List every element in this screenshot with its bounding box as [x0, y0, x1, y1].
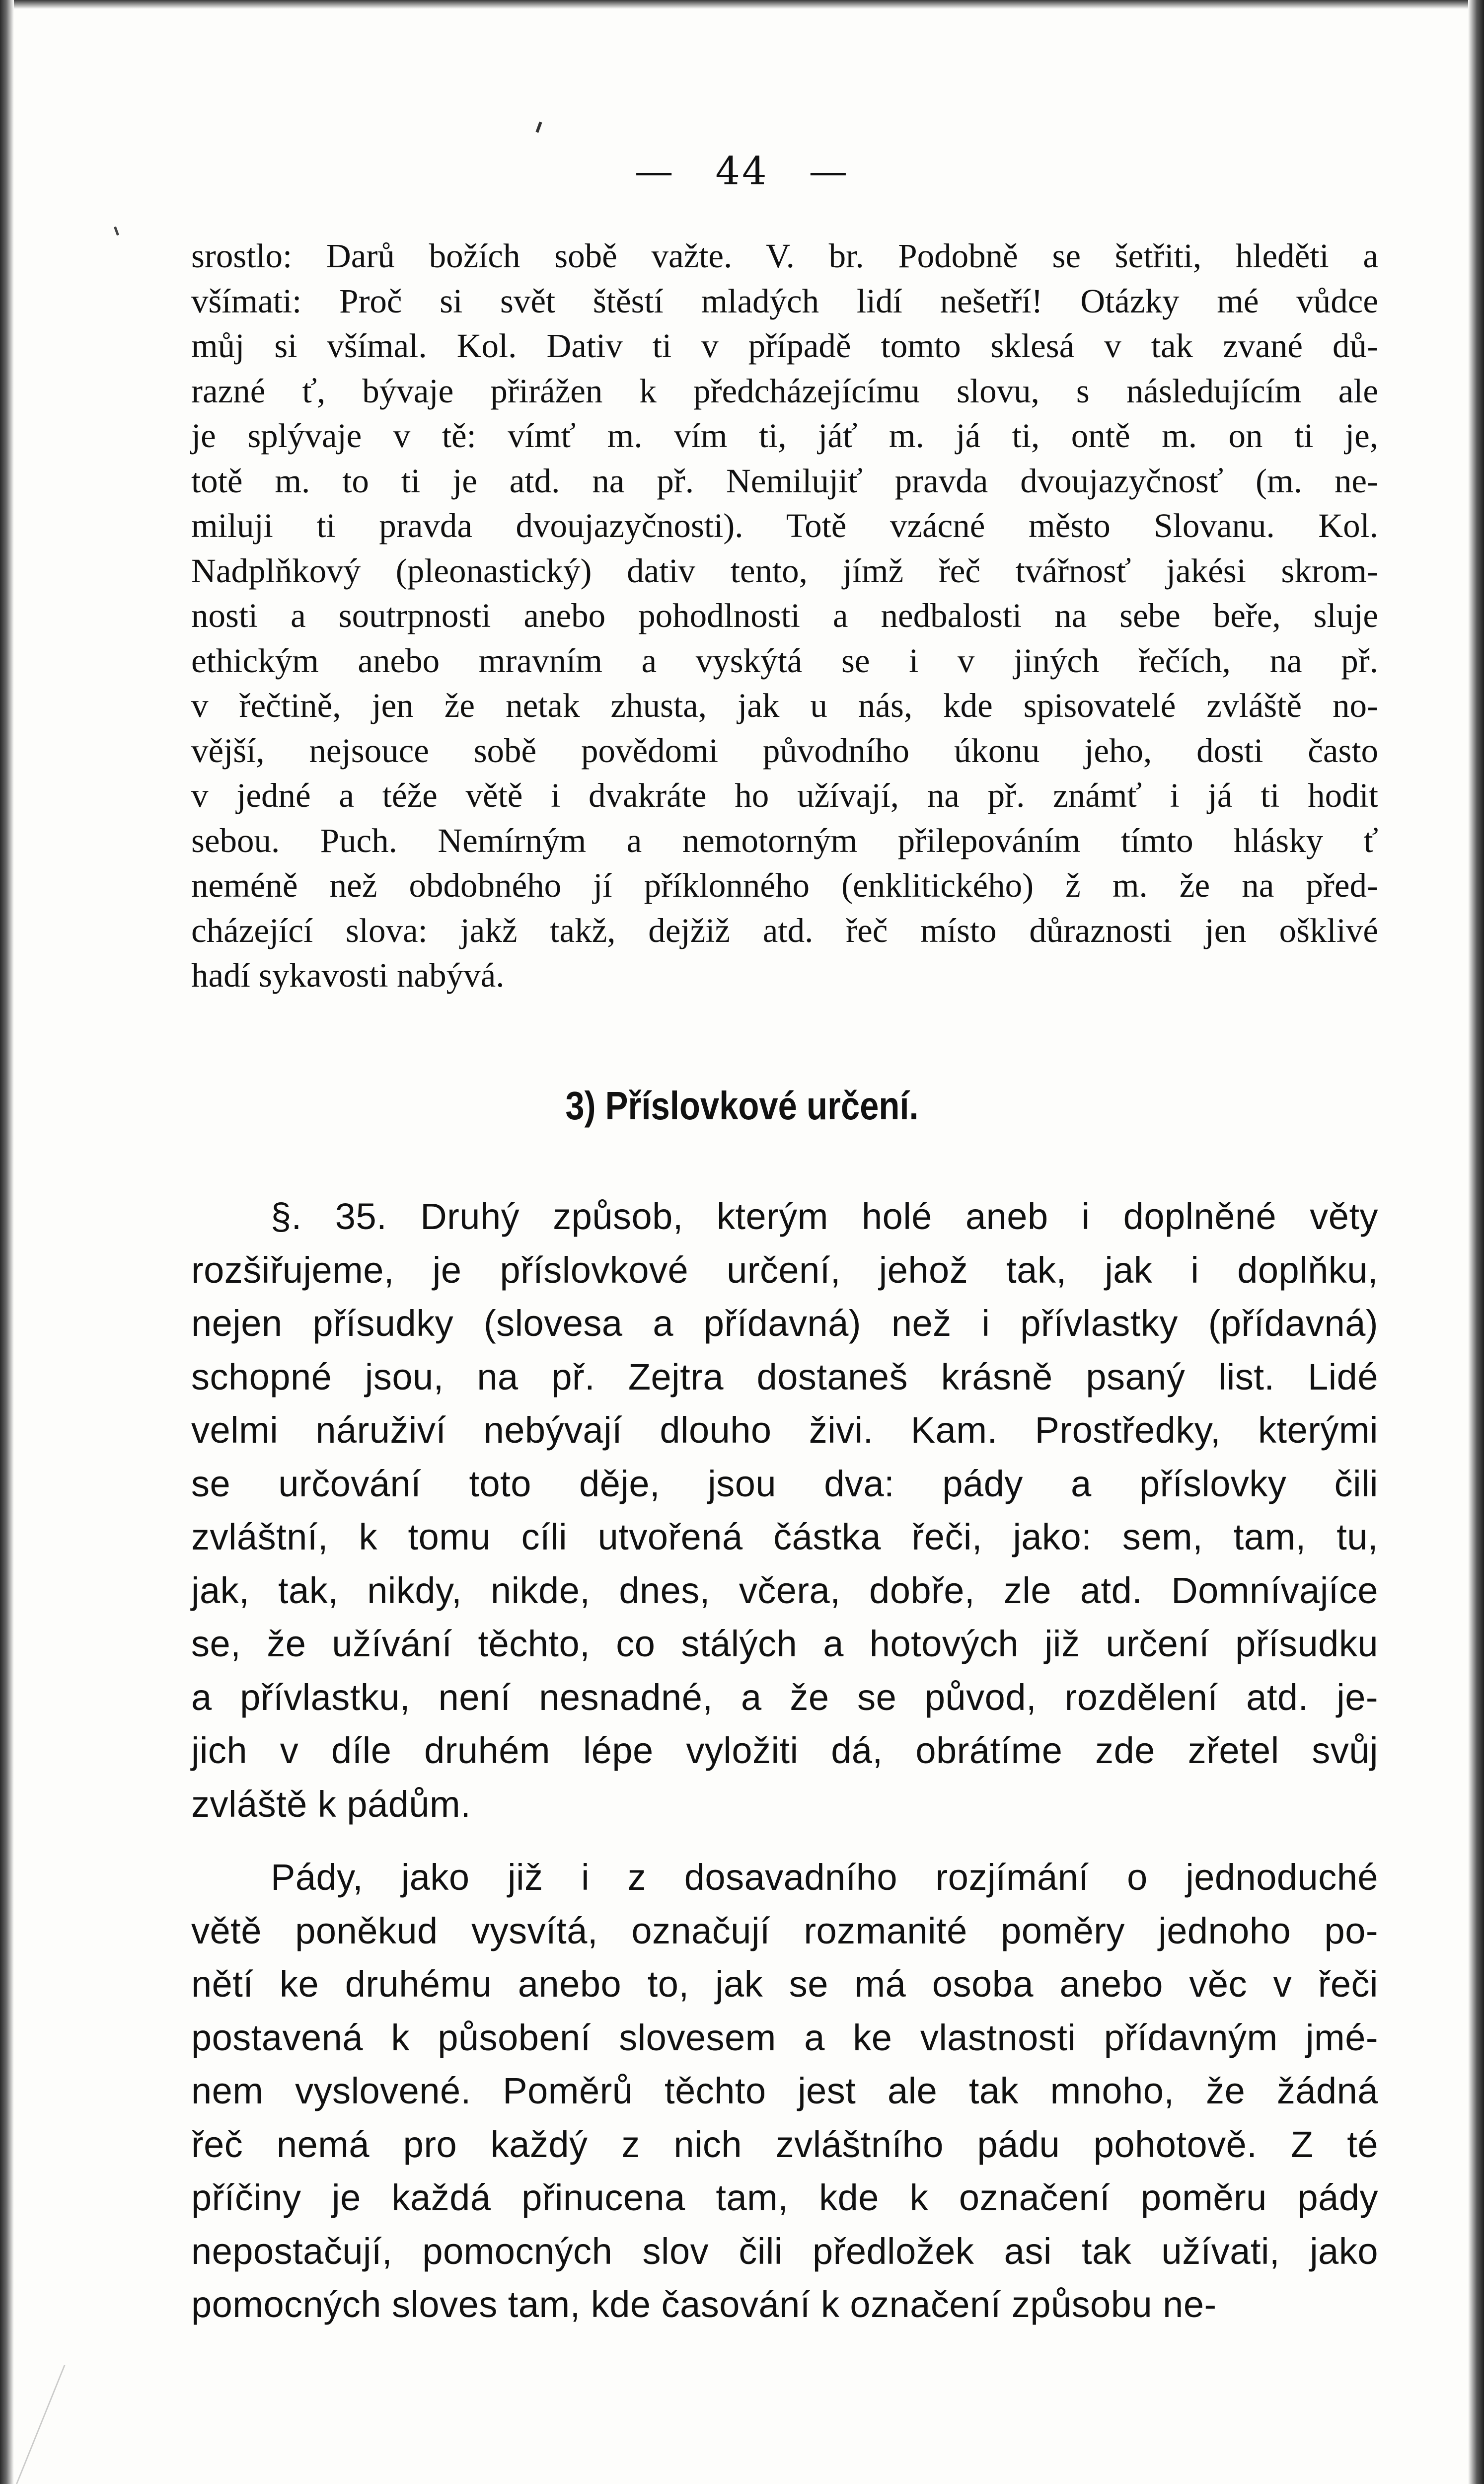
text-line: razné ť, bývaje přirážen k předcházejícímu slovu, s následujícím ale	[191, 372, 1378, 410]
text-line: Nadplňkový (pleonastický) dativ tento, jímž řeč tvářnosť jakési skrom-	[191, 551, 1378, 590]
text-line: neméně než obdobného jí příklonného (enklitického) ž m. že na před-	[191, 866, 1378, 904]
paragraph-1	[191, 1190, 1378, 1831]
text-line: srostlo: Darů božích sobě važte. V. br. Podobně se šetřiti, hleděti a	[191, 237, 1378, 275]
paragraph-2	[191, 1851, 1378, 2331]
text-line: totě m. to ti je atd. na př. Nemilujiť pravda dvoujazyčnosť (m. ne-	[191, 462, 1378, 500]
text-line: nosti a soutrpnosti anebo pohodlnosti a nedbalosti na sebe beře, sluje	[191, 597, 1378, 634]
header-dash-right: —	[809, 149, 850, 194]
text-line: a přívlastku, není nesnadné, a že se původ, rozdělení atd. je-	[191, 1676, 1378, 1718]
upper-text-block	[191, 233, 1378, 998]
text-line: jich v díle druhém lépe vyložiti dá, obrátíme zde zřetel svůj	[191, 1730, 1378, 1771]
text-line: jak, tak, nikdy, nikde, dnes, včera, dobře, zle atd. Domnívajíce	[191, 1569, 1378, 1611]
scan-edge-right	[1468, 0, 1484, 2484]
scan-edge-left	[0, 0, 14, 2484]
text-line: se, že užívání těchto, co stálých a hotových již určení přísudku	[191, 1623, 1378, 1664]
text-line: postavená k působení slovesem a ke vlastnosti přídavným jmé-	[191, 2017, 1378, 2058]
text-line: větě poněkud vysvítá, označují rozmanité poměry jednoho po-	[191, 1910, 1378, 1951]
text-line: nětí ke druhému anebo to, jak se má osoba anebo věc v řeči	[191, 1963, 1378, 2005]
text-line: se určování toto děje, jsou dva: pády a příslovky čili	[191, 1463, 1378, 1504]
page-number: 44	[715, 149, 769, 194]
text-line: rozšiřujeme, je příslovkové určení, jehož tak, jak i doplňku,	[191, 1249, 1378, 1291]
header-dash-left: —	[634, 149, 675, 194]
section-heading: 3) Příslovkové určení.	[565, 1084, 919, 1128]
text-line: sebou. Puch. Nemírným a nemotorným přilepováním tímto hlásky ť	[191, 821, 1378, 859]
text-line: miluji ti pravda dvoujazyčnosti). Totě vzácné město Slovanu. Kol.	[191, 507, 1378, 544]
page-header	[0, 149, 1484, 194]
text-line: je splývaje v tě: vímť m. vím ti, jáť m. já ti, ontě m. on ti je,	[191, 417, 1378, 455]
text-line: nejen přísudky (slovesa a přídavná) než i přívlastky (přídavná)	[191, 1303, 1378, 1344]
text-line: vější, nejsouce sobě povědomi původního úkonu jeho, dosti často	[191, 731, 1378, 770]
text-line: všímati: Proč si svět štěstí mladých lidí nešetří! Otázky mé vůdce	[191, 282, 1378, 320]
text-line: v jedné a téže větě i dvakráte ho užívají, na př. známť i já ti hodit	[191, 776, 1378, 814]
text-line: můj si všímal. Kol. Dativ ti v případě tomto sklesá v tak zvané dů-	[191, 327, 1378, 365]
text-line: v řečtině, jen že netak zhusta, jak u nás, kde spisovatelé zvláště no-	[191, 687, 1378, 724]
ink-speck	[114, 227, 119, 236]
text-line: hadí sykavosti nabývá.	[191, 956, 505, 994]
lower-text-block	[191, 1190, 1378, 2331]
text-line: velmi náruživí nebývají dlouho živi. Kam. Prostředky, kterými	[191, 1409, 1378, 1451]
text-line: nem vyslovené. Poměrů těchto jest ale tak mnoho, že žádná	[191, 2070, 1378, 2111]
page-fold-shadow	[0, 2365, 165, 2484]
text-line: schopné jsou, na př. Zejtra dostaneš krásně psaný list. Lidé	[191, 1356, 1378, 1397]
text-line: ethickým anebo mravním a vyskýtá se i v jiných řečích, na př.	[191, 641, 1378, 680]
scan-edge-top	[0, 0, 1484, 9]
text-line: nepostačují, pomocných slov čili předložek asi tak užívati, jako	[191, 2230, 1378, 2272]
text-line: řeč nemá pro každý z nich zvláštního pádu pohotově. Z té	[191, 2123, 1378, 2165]
text-line: Pády, jako již i z dosavadního rozjímání o jednoduché	[271, 1857, 1378, 1898]
text-line: cházející slova: jakž takž, dejžiž atd. řeč místo důraznosti jen ošklivé	[191, 911, 1378, 949]
text-line: příčiny je každá přinucena tam, kde k označení poměru pády	[191, 2177, 1378, 2218]
text-line: pomocných sloves tam, kde časování k označení způsobu ne-	[191, 2284, 1217, 2325]
text-line: §. 35. Druhý způsob, kterým holé aneb i doplněné věty	[271, 1196, 1378, 1237]
ink-speck	[535, 122, 542, 133]
text-line: zvláště k pádům.	[191, 1783, 471, 1825]
text-line: zvláštní, k tomu cíli utvořená částka řeči, jako: sem, tam, tu,	[191, 1516, 1378, 1557]
